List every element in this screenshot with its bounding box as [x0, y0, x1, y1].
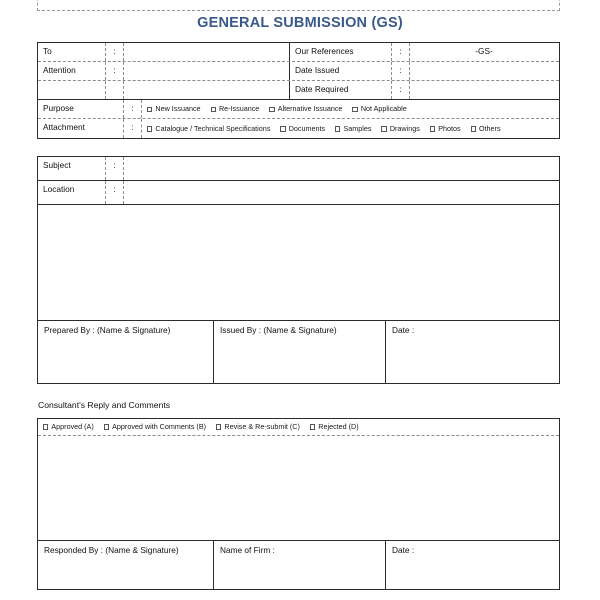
- checkbox-label: Approved with Comments (B): [112, 421, 207, 431]
- checkbox-label: Samples: [343, 123, 372, 133]
- checkbox-label: New Issuance: [155, 104, 201, 114]
- date-issued-value[interactable]: [410, 62, 558, 80]
- checkbox-icon[interactable]: [147, 126, 152, 131]
- attachment-label: Attachment: [38, 119, 124, 138]
- checkbox-documents[interactable]: [280, 125, 325, 133]
- to-label: To: [38, 43, 106, 61]
- submission-signature-row: [38, 321, 559, 383]
- consultant-reply-table: [37, 418, 560, 590]
- attachment-row: [38, 119, 559, 138]
- checkbox-rejected-d[interactable]: [310, 423, 359, 431]
- checkbox-label: Documents: [288, 123, 326, 133]
- checkbox-label: Alternative Issuance: [277, 104, 343, 114]
- checkbox-label: Revise & Re-submit (C): [224, 421, 300, 431]
- prepared-by-field[interactable]: Prepared By : (Name & Signature): [38, 321, 214, 383]
- to-colon: :: [106, 43, 124, 61]
- checkbox-icon[interactable]: [104, 424, 109, 429]
- checkbox-label: Others: [478, 123, 501, 133]
- checkbox-icon[interactable]: [216, 424, 221, 429]
- checkbox-others[interactable]: [471, 125, 501, 133]
- checkbox-label: Drawings: [389, 123, 420, 133]
- consultant-signature-row: [38, 541, 559, 589]
- date-required-label: Date Required: [290, 81, 392, 99]
- table-row: [38, 62, 559, 81]
- purpose-options: [142, 100, 558, 118]
- checkbox-icon[interactable]: [381, 126, 386, 131]
- purpose-colon: :: [124, 100, 142, 118]
- checkbox-label: Not Applicable: [360, 104, 407, 114]
- checkbox-icon[interactable]: [471, 126, 476, 131]
- checkbox-label: Approved (A): [51, 421, 94, 431]
- date-issued-label: Date Issued: [290, 62, 392, 80]
- checkbox-icon[interactable]: [269, 107, 274, 112]
- checkbox-approved-a[interactable]: [43, 423, 94, 431]
- checkbox-alternative-issuance[interactable]: [269, 105, 342, 113]
- attachment-colon: :: [124, 119, 142, 138]
- subject-value[interactable]: [124, 157, 559, 180]
- header-spacer-colon: [106, 81, 124, 99]
- table-row: [38, 43, 559, 62]
- location-colon: :: [106, 181, 124, 204]
- checkbox-icon[interactable]: [310, 424, 315, 429]
- checkbox-not-applicable[interactable]: [352, 105, 406, 113]
- page-title: GENERAL SUBMISSION (GS): [197, 15, 403, 31]
- checkbox-new-issuance[interactable]: [147, 105, 201, 113]
- consultant-options-row: [38, 419, 559, 436]
- attachment-options: [142, 119, 558, 138]
- attention-colon: :: [106, 62, 124, 80]
- submission-body-table: [37, 156, 560, 384]
- header-table: [37, 42, 560, 139]
- consultant-comment-row: [38, 436, 559, 541]
- consultant-date-field[interactable]: Date :: [392, 545, 415, 555]
- to-value[interactable]: [124, 43, 290, 61]
- location-row: [38, 181, 559, 205]
- purpose-row: [38, 100, 559, 119]
- checkbox-label: Re-Issuance: [218, 104, 260, 114]
- checkbox-icon[interactable]: [352, 107, 357, 112]
- consultant-comment-area[interactable]: [38, 436, 559, 540]
- submission-content-row: [38, 205, 559, 321]
- purpose-label: Purpose: [38, 100, 124, 118]
- checkbox-icon[interactable]: [430, 126, 435, 131]
- checkbox-icon[interactable]: [147, 107, 152, 112]
- checkbox-approved-with-comments-b[interactable]: [104, 423, 206, 431]
- checkbox-icon[interactable]: [43, 424, 48, 429]
- checkbox-samples[interactable]: [335, 125, 371, 133]
- subject-label: Subject: [38, 157, 106, 180]
- our-references-label: Our References: [290, 43, 392, 61]
- location-label: Location: [38, 181, 106, 204]
- date-issued-colon: :: [392, 62, 410, 80]
- table-row: [38, 81, 559, 100]
- subject-colon: :: [106, 157, 124, 180]
- checkbox-label: Rejected (D): [318, 421, 359, 431]
- consultant-options: [38, 419, 559, 435]
- responded-by-field[interactable]: Responded By : (Name & Signature): [38, 541, 214, 589]
- checkbox-icon[interactable]: [211, 107, 216, 112]
- checkbox-re-issuance[interactable]: [211, 105, 260, 113]
- subject-row: [38, 157, 559, 181]
- date-required-value[interactable]: [410, 81, 558, 99]
- checkbox-drawings[interactable]: [381, 125, 419, 133]
- our-references-colon: :: [392, 43, 410, 61]
- checkbox-icon[interactable]: [280, 126, 285, 131]
- attention-value[interactable]: [124, 62, 290, 80]
- name-of-firm-field[interactable]: Name of Firm :: [214, 541, 386, 589]
- checkbox-label: Catalogue / Technical Specifications: [155, 123, 271, 133]
- submission-date-field[interactable]: Date :: [392, 325, 415, 335]
- our-references-value[interactable]: -GS-: [475, 46, 493, 56]
- header-spacer-label: [38, 81, 106, 99]
- consultant-section-heading: Consultant's Reply and Comments: [38, 400, 171, 410]
- attention-label: Attention: [38, 62, 106, 80]
- checkbox-icon[interactable]: [335, 126, 340, 131]
- checkbox-photos[interactable]: [430, 125, 461, 133]
- date-required-colon: :: [392, 81, 410, 99]
- submission-content-area[interactable]: [38, 205, 559, 320]
- header-spacer-value[interactable]: [124, 81, 290, 99]
- top-dashed-frame: [37, 0, 560, 11]
- checkbox-label: Photos: [438, 123, 461, 133]
- checkbox-catalogue-technical-specifications[interactable]: [147, 125, 270, 133]
- checkbox-revise-resubmit-c[interactable]: [216, 423, 300, 431]
- issued-by-field[interactable]: Issued By : (Name & Signature): [214, 321, 386, 383]
- location-value[interactable]: [124, 181, 559, 204]
